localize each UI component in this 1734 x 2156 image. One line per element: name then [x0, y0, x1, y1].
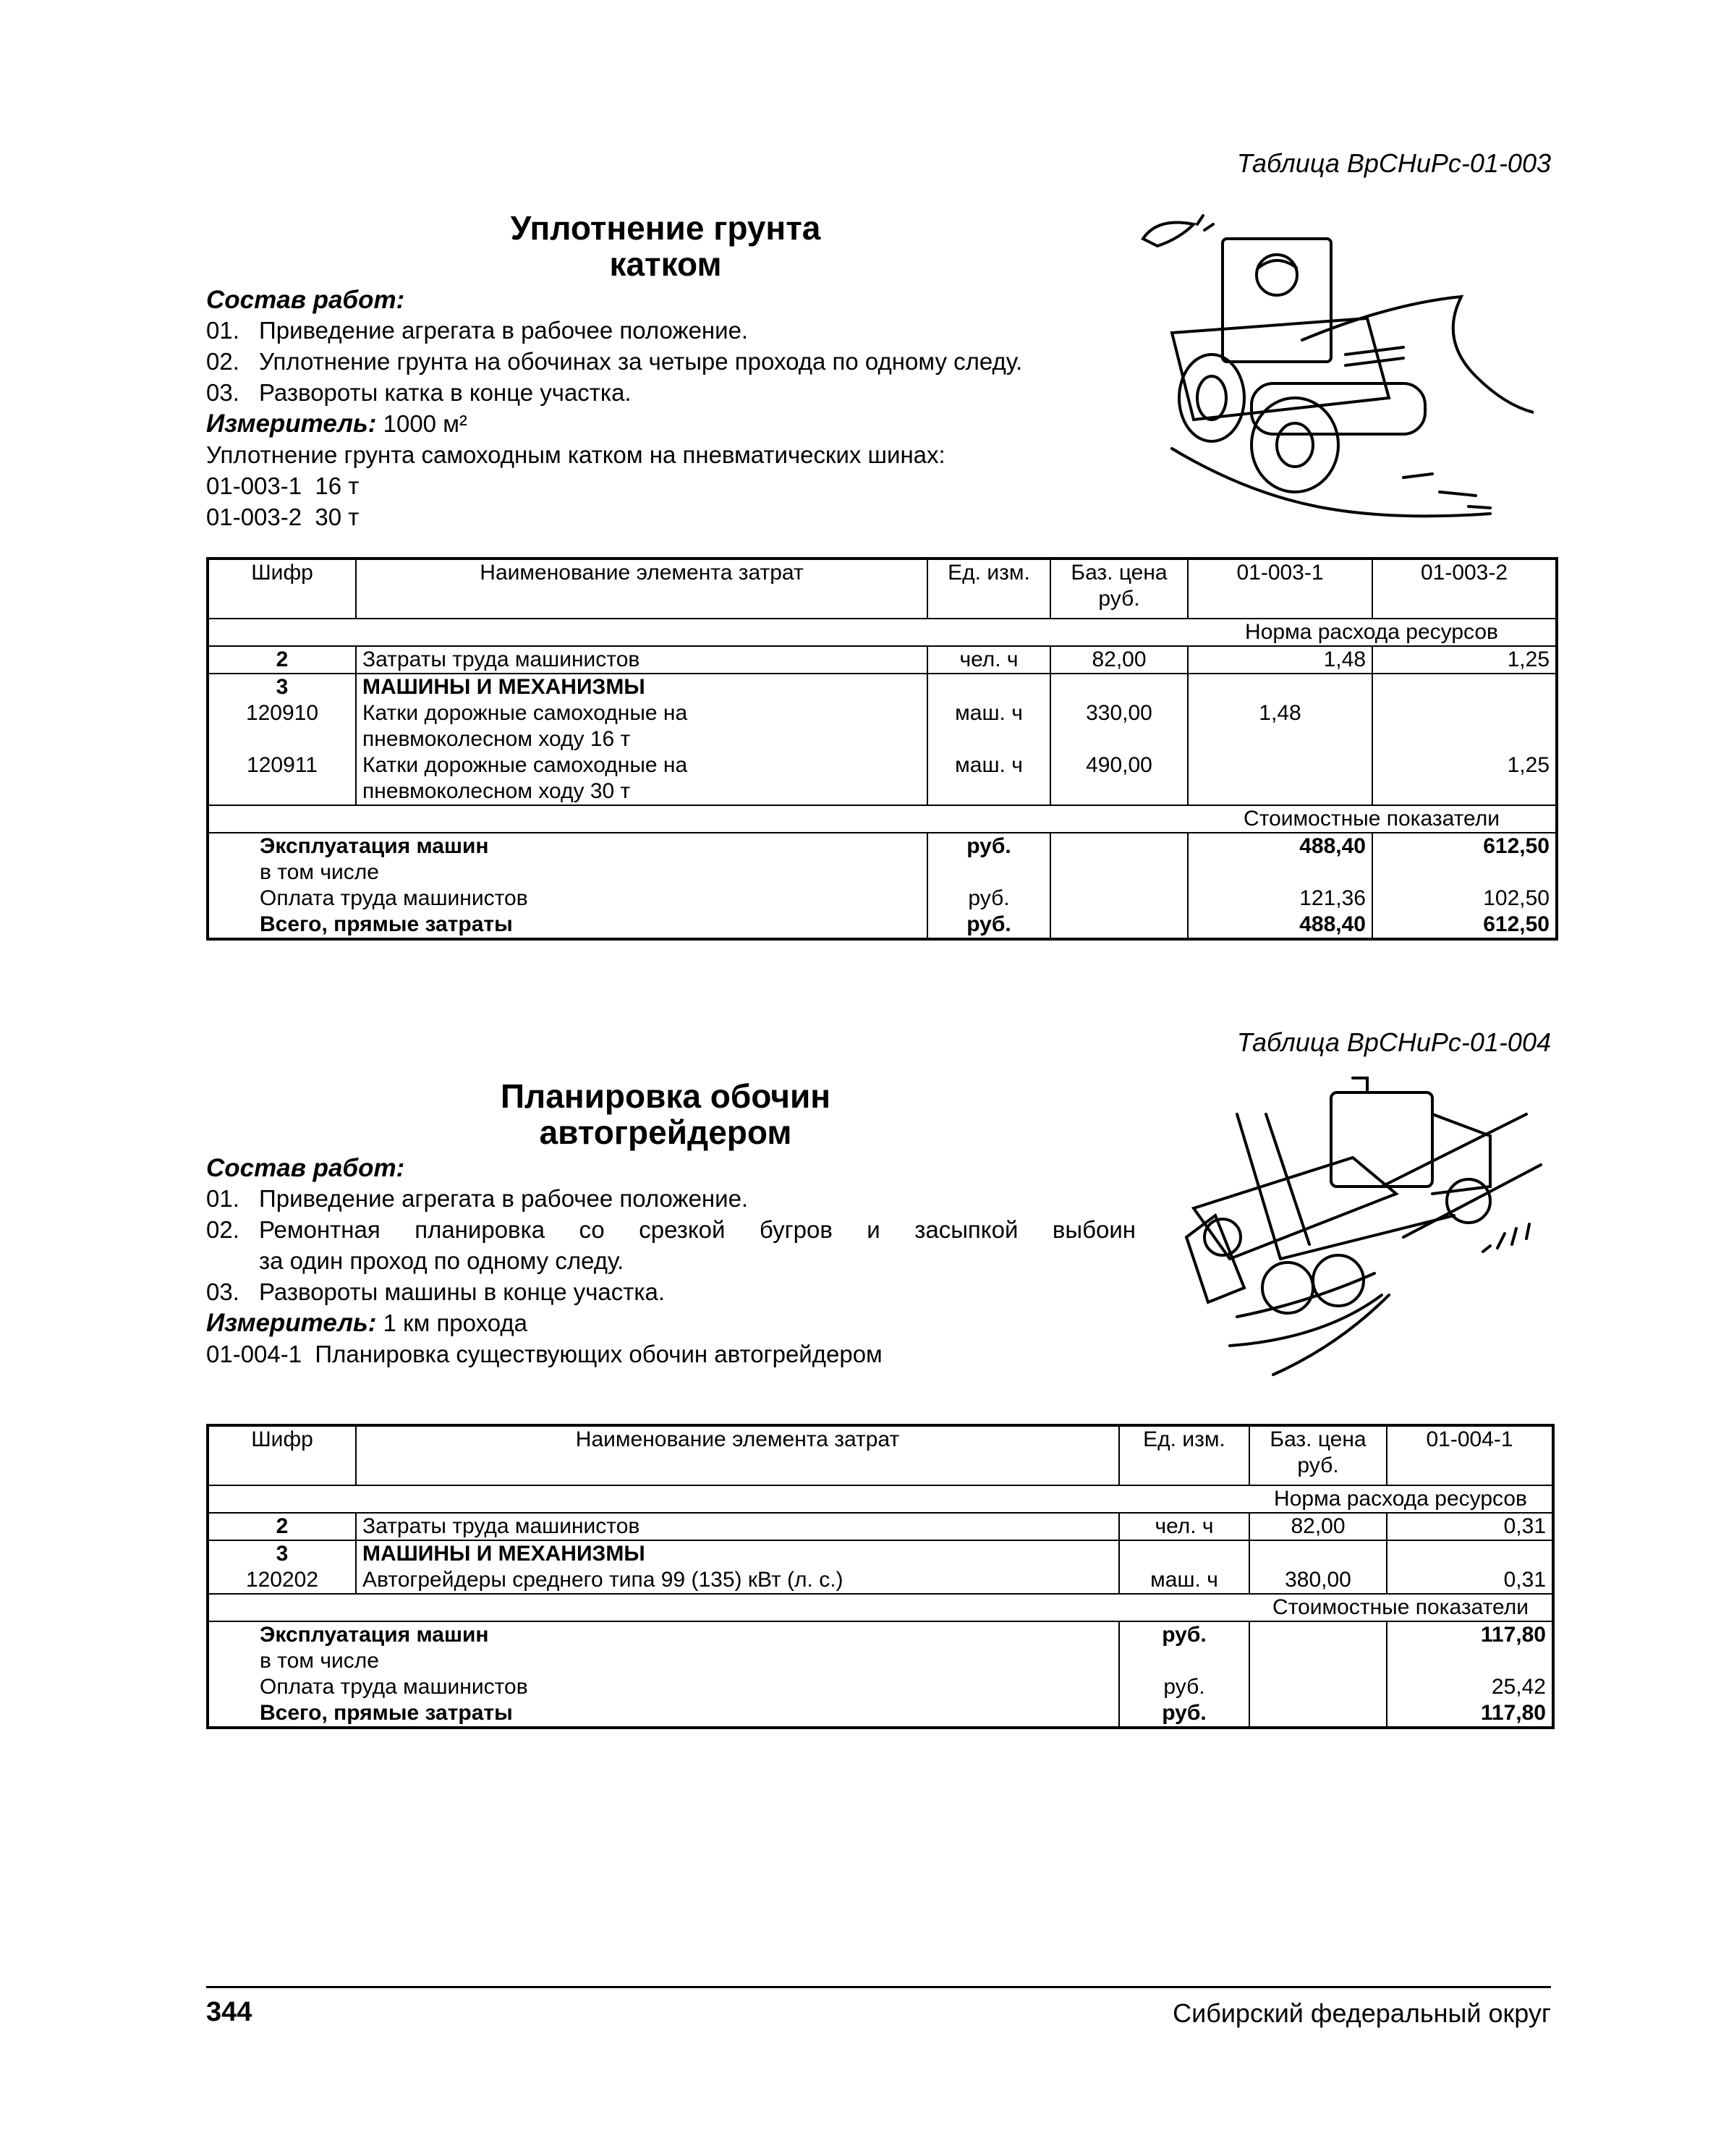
cost-row: в том числе: [208, 860, 1557, 886]
col-header-code: Шифр: [208, 1425, 356, 1485]
composition-heading: Состав работ:: [206, 286, 405, 314]
work-item: 01. Приведение агрегата в рабочее положение.: [206, 1185, 749, 1212]
cost-row: Всего, прямые затраты руб. 488,40 612,50: [208, 912, 1557, 939]
norms-table-01-003: [206, 557, 1558, 941]
norms-table-01-004: [206, 1424, 1555, 1729]
meter-line: Измеритель: 1000 м²: [206, 409, 467, 438]
footer-region: Сибирский федеральный округ: [1173, 1998, 1551, 2028]
table-row: 2 Затраты труда машинистов чел. ч 82,00 1,48 1,25: [208, 646, 1557, 674]
col-header-unit: Ед. изм.: [1119, 1425, 1249, 1485]
col-header-01-003-2: 01-003-2: [1372, 559, 1557, 619]
col-header-01-003-1: 01-003-1: [1188, 559, 1372, 619]
norm-section-title: Норма расхода ресурсов: [1249, 1485, 1553, 1513]
cost-section-title: Стоимостные показатели: [1188, 805, 1557, 833]
col-header-01-004-1: 01-004-1: [1387, 1425, 1553, 1485]
work-item: 03. Развороты машины в конце участка.: [206, 1278, 666, 1305]
table-label-01-004: Таблица ВрСНиРс-01-004: [1236, 1027, 1551, 1057]
cost-row: Эксплуатация машин руб. 488,40 612,50: [208, 833, 1557, 860]
col-header-name: Наименование элемента затрат: [356, 1425, 1119, 1485]
cost-row: в том числе: [208, 1648, 1553, 1674]
work-item: 03. Развороты катка в конце участка.: [206, 379, 632, 406]
col-header-name: Наименование элемента затрат: [356, 559, 927, 619]
road-roller-illustration: [1129, 210, 1534, 528]
page-number: 344: [206, 1997, 252, 2027]
cost-section-title: Стоимостные показатели: [1249, 1594, 1553, 1621]
col-header-unit: Ед. изм.: [927, 559, 1050, 619]
table-row: 120202 Автогрейдеры среднего типа 99 (135) кВт (л. с.) маш. ч 380,00 0,31: [208, 1567, 1553, 1594]
table-row: 120911 Катки дорожные самоходные на пневмоколесном ходу 30 т маш. ч 490,00 1,25: [208, 752, 1557, 805]
meter-line: Измеритель: 1 км прохода: [206, 1309, 528, 1337]
col-header-price: Баз. цена руб.: [1249, 1425, 1387, 1485]
work-item: 02. Уплотнение грунта на обочинах за четыре прохода по одному следу.: [206, 348, 1023, 375]
cost-row: Оплата труда машинистов руб. 121,36 102,50: [208, 886, 1557, 912]
table-row: 3 МАШИНЫ И МЕХАНИЗМЫ: [208, 1540, 1553, 1567]
section-title-01-004: [449, 1078, 883, 1150]
work-item: 02. Ремонтная планировка со срезкой бугров и засыпкой выбоин: [206, 1216, 1136, 1243]
cost-row: Оплата труда машинистов руб. 25,42: [208, 1674, 1553, 1700]
motor-grader-illustration: [1165, 1071, 1563, 1396]
title-line-2: катком: [609, 245, 722, 283]
footer-rule: [206, 1986, 1551, 1988]
variant-2: 01-003-2 30 т: [206, 504, 360, 530]
table-label-01-003: Таблица ВрСНиРс-01-003: [1236, 148, 1551, 178]
description: Уплотнение грунта самоходным катком на пневматических шинах:: [206, 441, 945, 468]
composition-heading: Состав работ:: [206, 1154, 405, 1182]
table-row: 2 Затраты труда машинистов чел. ч 82,00 0,31: [208, 1513, 1553, 1540]
table-row: 120910 Катки дорожные самоходные на пневмоколесном ходу 16 т маш. ч 330,00 1,48: [208, 700, 1557, 752]
col-header-code: Шифр: [208, 559, 356, 619]
work-item: 01. Приведение агрегата в рабочее положение.: [206, 317, 749, 344]
cost-row: Всего, прямые затраты руб. 117,80: [208, 1700, 1553, 1728]
title-line-1: Уплотнение грунта: [510, 209, 821, 247]
cost-row: Эксплуатация машин руб. 117,80: [208, 1621, 1553, 1648]
norm-section-title: Норма расхода ресурсов: [1188, 619, 1557, 646]
variant-1: 01-003-1 16 т: [206, 472, 360, 499]
col-header-price: Баз. цена руб.: [1050, 559, 1188, 619]
title-line-2: автогрейдером: [539, 1113, 792, 1151]
table-row: 3 МАШИНЫ И МЕХАНИЗМЫ: [208, 674, 1557, 700]
variant-1: 01-004-1 Планировка существующих обочин автогрейдером: [206, 1341, 883, 1367]
section-title-01-003: [449, 210, 883, 282]
title-line-1: Планировка обочин: [500, 1077, 831, 1115]
work-item-continued: за один проход по одному следу.: [259, 1247, 624, 1274]
